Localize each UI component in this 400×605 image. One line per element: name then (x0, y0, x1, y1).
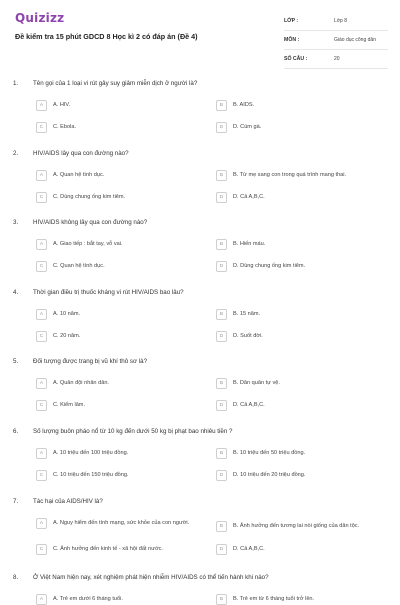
option-b[interactable] (216, 239, 374, 250)
option-letter: D (216, 122, 227, 133)
question-header (13, 150, 129, 157)
question-text: Thời gian điều trị thuốc kháng vi rút HIV/AIDS bao lâu? (33, 289, 184, 296)
option-c[interactable] (36, 470, 194, 481)
option-text: A. Giao tiếp : bắt tay, vỗ vai. (53, 241, 123, 247)
option-letter: A (36, 378, 47, 389)
meta-row-subject (284, 31, 388, 50)
question-header (13, 498, 103, 505)
option-a[interactable] (36, 309, 194, 320)
question-text: HIV/AIDS lây qua con đường nào? (33, 150, 129, 157)
option-a[interactable] (36, 518, 194, 529)
option-b[interactable] (216, 378, 374, 389)
question-number: 8. (13, 574, 19, 581)
header (0, 0, 400, 64)
question-header (13, 219, 147, 226)
option-letter: B (216, 448, 227, 459)
option-letter: B (216, 521, 227, 532)
question-text: HIV/AIDS không lây qua con đường nào? (33, 219, 148, 226)
meta-row-count (284, 50, 388, 69)
option-letter: C (36, 544, 47, 555)
question-text: Tên gọi của 1 loại vi rút gây suy giảm miễn dịch ở người là? (33, 80, 198, 87)
option-letter: B (216, 170, 227, 181)
meta-table (284, 12, 388, 69)
option-text: B. Trẻ em từ 6 tháng tuổi trở lên. (233, 596, 315, 602)
option-letter: A (36, 448, 47, 459)
option-a[interactable] (36, 448, 194, 459)
meta-label: LỚP : (284, 18, 299, 24)
option-d[interactable] (216, 192, 374, 203)
question-header (13, 358, 147, 365)
option-b[interactable] (216, 521, 396, 532)
question-text: Ở Việt Nam hiện nay, xét nghiệm phát hiện nhiễm HIV/AIDS có thể tiến hành khi nào? (33, 574, 269, 581)
option-letter: D (216, 470, 227, 481)
option-b[interactable] (216, 309, 374, 320)
option-letter: B (216, 309, 227, 320)
option-text: D. Cả A,B,C. (233, 194, 265, 200)
quizizz-logo[interactable]: Quizizz (15, 11, 65, 25)
option-text: A. Nguy hiểm đến tính mạng, sức khỏe của con người. (53, 520, 190, 526)
option-letter: B (216, 378, 227, 389)
option-d[interactable] (216, 470, 374, 481)
option-b[interactable] (216, 170, 374, 181)
option-d[interactable] (216, 544, 374, 555)
meta-value: 20 (334, 56, 340, 62)
option-text: C. 10 triệu đến 150 triệu đồng. (53, 472, 129, 478)
option-a[interactable] (36, 170, 194, 181)
option-text: C. Quan hệ tình dục. (53, 263, 105, 269)
option-text: A. 10 năm. (53, 311, 81, 317)
option-text: C. Ảnh hưởng đến kinh tế - xã hội đất nước. (53, 546, 163, 552)
question-text: Đối tượng được trang bị vũ khí thô sơ là? (33, 358, 148, 365)
option-letter: D (216, 261, 227, 272)
option-d[interactable] (216, 331, 374, 342)
option-text: A. Quân đội nhân dân. (53, 380, 109, 386)
option-text: B. Từ mẹ sang con trong quá trình mang thai. (233, 172, 347, 178)
option-c[interactable] (36, 192, 194, 203)
option-text: C. Kiểm lâm. (53, 402, 86, 408)
option-letter: C (36, 400, 47, 411)
option-a[interactable] (36, 239, 194, 250)
question-header (13, 289, 184, 296)
option-c[interactable] (36, 544, 194, 555)
question-number: 3. (13, 219, 19, 226)
question-header (13, 428, 232, 435)
option-a[interactable] (36, 100, 194, 111)
question-text: Tác hại của AIDS/HIV là? (33, 498, 103, 505)
option-letter: B (216, 239, 227, 250)
option-text: B. Dân quân tự vệ. (233, 380, 280, 386)
option-b[interactable] (216, 448, 374, 459)
option-letter: A (36, 170, 47, 181)
question-number: 5. (13, 358, 19, 365)
option-text: D. Dùng chung ống kim tiêm. (233, 263, 306, 269)
option-letter: A (36, 594, 47, 605)
option-letter: D (216, 400, 227, 411)
document-title: Đề kiểm tra 15 phút GDCD 8 Học kì 2 có đáp án (Đề 4) (15, 32, 198, 41)
question-number: 6. (13, 428, 19, 435)
question-header (13, 80, 197, 87)
meta-value: Giáo dục công dân (334, 37, 376, 43)
meta-row-class (284, 12, 388, 31)
option-text: A. Trẻ em dưới 6 tháng tuổi. (53, 596, 123, 602)
question-number: 4. (13, 289, 19, 296)
option-text: B. AIDS. (233, 102, 255, 108)
option-d[interactable] (216, 122, 374, 133)
option-text: D. Cả A,B,C. (233, 546, 265, 552)
question-number: 7. (13, 498, 19, 505)
question-header (13, 574, 269, 581)
meta-value: Lớp 8 (334, 18, 348, 24)
question-number: 2. (13, 150, 19, 157)
option-letter: B (216, 594, 227, 605)
option-c[interactable] (36, 400, 194, 411)
option-letter: C (36, 192, 47, 203)
option-text: A. 10 triệu đến 100 triệu đồng. (53, 450, 129, 456)
option-d[interactable] (216, 261, 374, 272)
option-text: A. Quan hệ tình dục. (53, 172, 105, 178)
option-letter: B (216, 100, 227, 111)
option-text: D. Suốt đời. (233, 333, 263, 339)
question-text: Số lượng buôn pháo nổ từ 10 kg đến dưới 50 kg bị phạt bao nhiêu tiền ? (33, 428, 233, 435)
option-text: B. 10 triệu đến 50 triệu đồng. (233, 450, 306, 456)
option-a[interactable] (36, 378, 194, 389)
option-text: D. Cúm gà. (233, 124, 262, 130)
option-letter: A (36, 309, 47, 320)
option-letter: D (216, 544, 227, 555)
option-text: C. Dùng chung ống kim tiêm. (53, 194, 126, 200)
option-text: B. Hiến máu. (233, 241, 266, 247)
option-letter: D (216, 192, 227, 203)
option-letter: A (36, 518, 47, 529)
option-letter: A (36, 100, 47, 111)
option-d[interactable] (216, 400, 374, 411)
meta-label: SỐ CÂU : (284, 56, 308, 62)
option-text: C. 20 năm. (53, 333, 81, 339)
option-letter: C (36, 470, 47, 481)
option-letter: C (36, 331, 47, 342)
option-letter: A (36, 239, 47, 250)
option-c[interactable] (36, 261, 194, 272)
meta-label: MÔN : (284, 37, 300, 43)
question-number: 1. (13, 80, 19, 87)
option-text: B. 15 năm. (233, 311, 261, 317)
option-letter: D (216, 331, 227, 342)
option-text: C. Ebola. (53, 124, 77, 130)
option-text: D. Cả A,B,C. (233, 402, 265, 408)
option-c[interactable] (36, 331, 194, 342)
option-text: D. 10 triệu đến 20 triệu đồng. (233, 472, 306, 478)
option-c[interactable] (36, 122, 194, 133)
option-b[interactable] (216, 100, 374, 111)
option-text: A. HIV. (53, 102, 71, 108)
option-text: B. Ảnh hưởng đến tương lai nòi giống của dân tộc. (233, 523, 360, 529)
option-letter: C (36, 261, 47, 272)
option-letter: C (36, 122, 47, 133)
